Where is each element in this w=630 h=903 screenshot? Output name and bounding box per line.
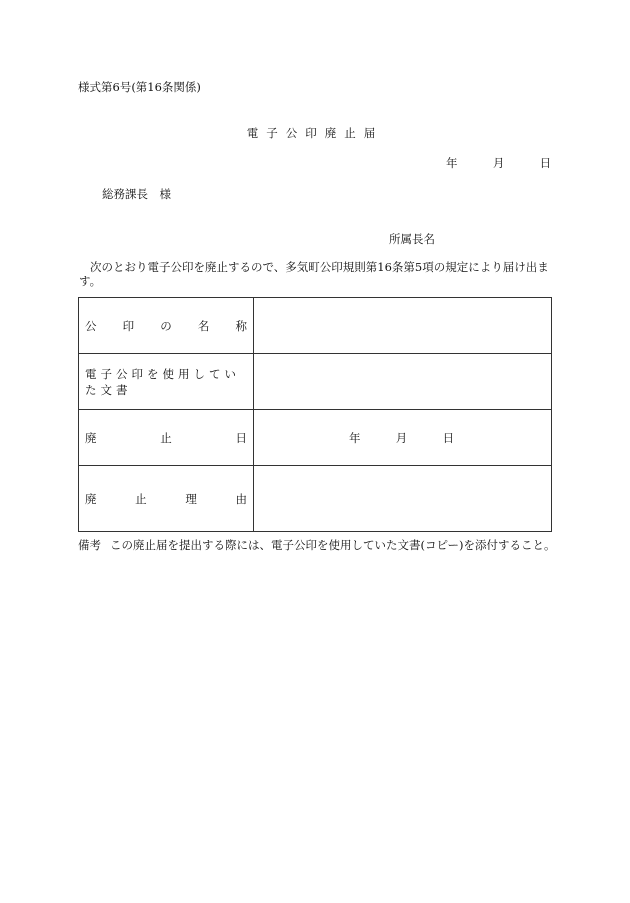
label-text: 電子公印を使用していた文書	[85, 366, 240, 397]
notification-table	[78, 297, 552, 532]
date-day-label: 日	[442, 430, 457, 445]
remarks-tag: 備考	[78, 538, 101, 552]
label-char: 称	[235, 318, 247, 333]
label-char: 廃	[85, 491, 97, 506]
form-number: 様式第6号(第16条関係)	[78, 80, 201, 94]
label-char: 廃	[85, 430, 97, 445]
seal-name-field[interactable]	[254, 298, 552, 354]
label-char: 止	[135, 491, 147, 506]
label-char: 印	[122, 318, 135, 333]
label-char: 止	[160, 430, 172, 445]
label-char: 理	[185, 491, 197, 506]
table-row	[79, 410, 552, 466]
documents-used-label	[79, 354, 254, 410]
documents-used-field[interactable]	[254, 354, 552, 410]
date-month-label: 月	[395, 430, 410, 445]
date-month-label: 月	[492, 156, 507, 170]
addressee: 総務課長 様	[102, 187, 171, 201]
date-year-label: 年	[446, 156, 460, 170]
remarks-text: この廃止届を提出する際には、電子公印を使用していた文書(コピー)を添付すること。	[110, 538, 556, 552]
label-char: 公	[85, 318, 97, 333]
label-char: 由	[235, 491, 247, 506]
label-char: 日	[235, 430, 247, 445]
document-title: 電子公印廃止届	[246, 126, 384, 140]
abolition-reason-field[interactable]	[254, 466, 552, 532]
date-year-label: 年	[348, 430, 363, 445]
affiliation-head-name: 所属長名	[389, 232, 435, 246]
label-char: の	[160, 318, 172, 333]
table-row	[79, 298, 552, 354]
submission-date	[446, 155, 553, 171]
label-char: 名	[197, 318, 210, 333]
remarks-note	[78, 538, 556, 553]
table-row	[79, 354, 552, 410]
table-row	[79, 466, 552, 532]
intro-text: 次のとおり電子公印を廃止するので、多気町公印規則第16条第5項の規定により届け出ます。	[79, 260, 549, 288]
abolition-reason-label	[79, 466, 254, 532]
seal-name-label	[79, 298, 254, 354]
date-day-label: 日	[539, 156, 554, 170]
abolition-date-label	[79, 410, 254, 466]
abolition-date-field[interactable]	[254, 410, 552, 466]
